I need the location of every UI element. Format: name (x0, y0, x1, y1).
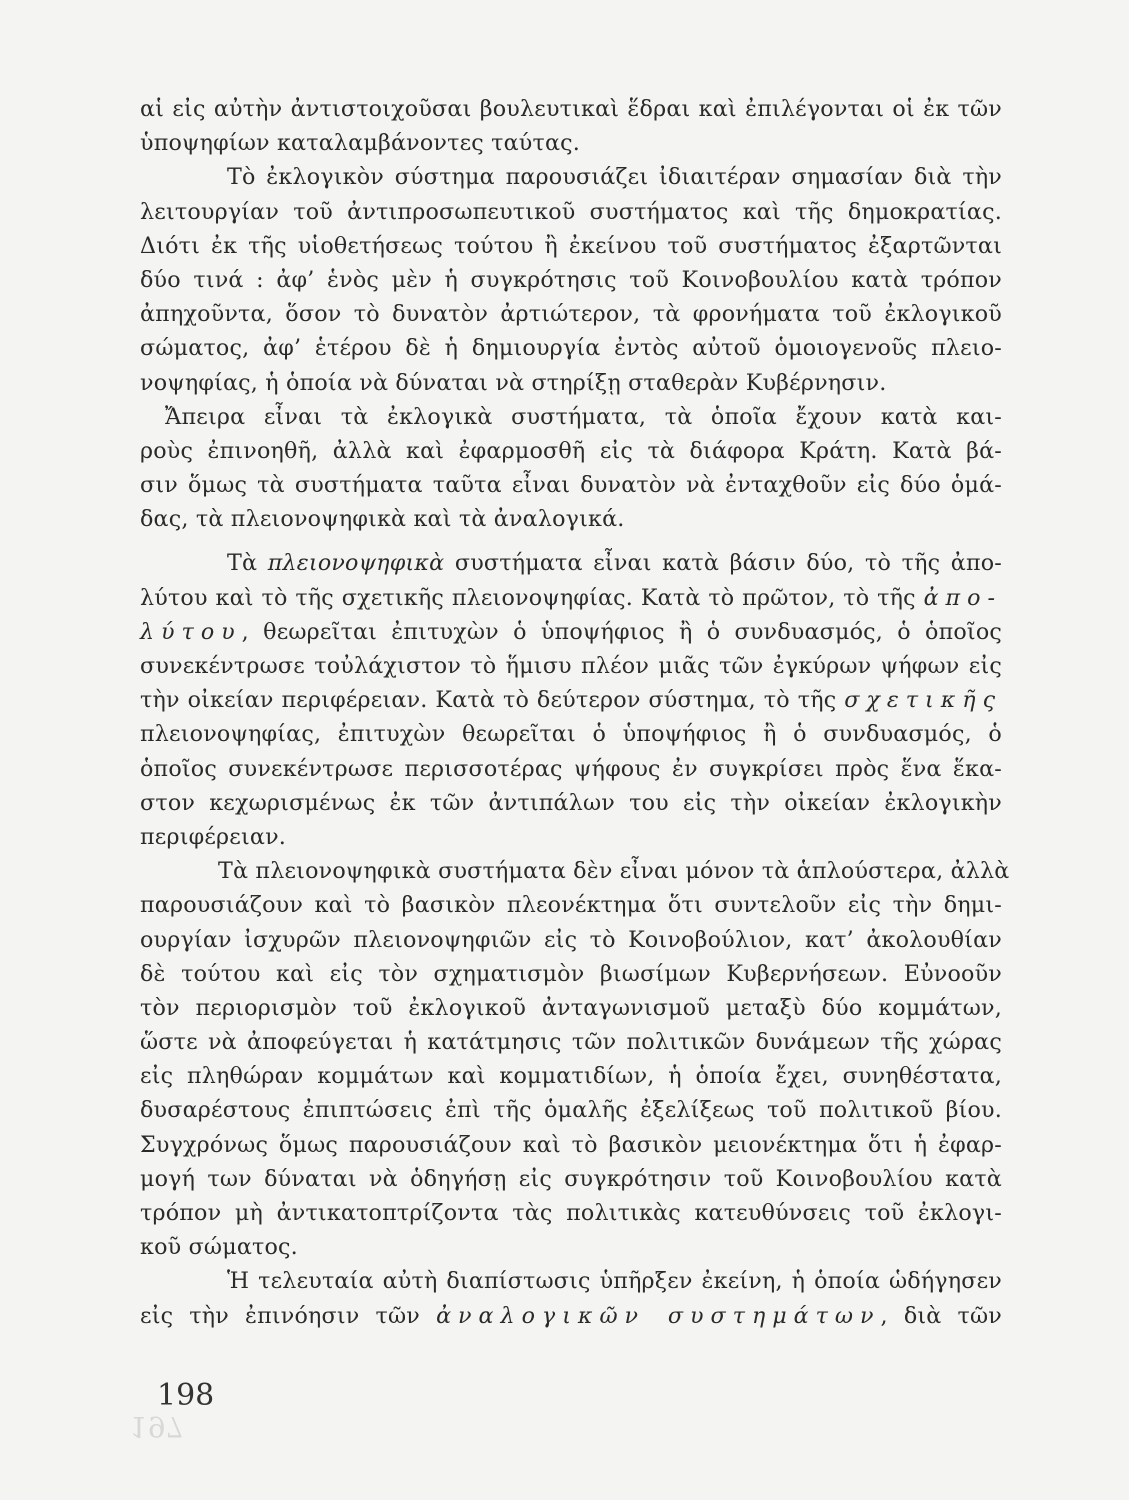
text-line: τρόπον μὴ ἀντικατοπτρίζοντα τὰς πολιτικὰς κατευθύνσεις τοῦ ἐκλογι- (140, 1200, 1002, 1226)
paragraph (140, 546, 1002, 854)
text-line: νοψηφίας, ἡ ὁποία νὰ δύναται νὰ στηρίξῃ σταθερὰν Κυβέρνησιν. (140, 369, 887, 396)
text-line: σιν ὅμως τὰ συστήματα ταῦτα εἶναι δυνατὸν νὰ ἐνταχθοῦν εἰς δύο ὁμά- (140, 472, 1002, 499)
paragraph (140, 1264, 1002, 1332)
text-line: λειτουργίαν τοῦ ἀντιπροσωπευτικοῦ συστήματος καὶ τῆς δημοκρατίας. (140, 198, 1002, 225)
text-run: εἰς τὴν ἐπινόησιν τῶν (140, 1302, 437, 1329)
text-line: ροὺς ἐπινοηθῆ, ἀλλὰ καὶ ἐφαρμοσθῆ εἰς τὰ διάφορα Κράτη. Κατὰ βά- (140, 437, 1002, 464)
text-line: δὲ τούτου καὶ εἰς τὸν σχηματισμὸν βιωσίμων Κυβερνήσεων. Εὐνοοῦν (140, 960, 1002, 987)
spaced-emphasis: ἀπο- (923, 584, 1002, 611)
text-line: ὑποψηφίων καταλαμβάνοντες ταύτας. (140, 130, 581, 157)
paragraph (140, 92, 1002, 160)
text-run: τὴν οἰκείαν περιφέρειαν. Κατὰ τὸ δεύτερον σύστημα, τὸ τῆς (140, 687, 845, 714)
emphasis-term: πλειονοψηφικὰ (267, 550, 445, 577)
text-line: δας, τὰ πλειονοψηφικὰ καὶ τὰ ἀναλογικά. (140, 506, 625, 533)
text-line: κοῦ σώματος. (140, 1234, 298, 1261)
text-line (140, 1299, 1002, 1333)
text-line: ουργίαν ἰσχυρῶν πλειονοψηφιῶν εἰς τὸ Κοινοβούλιον, κατ’ ἀκολουθίαν (140, 926, 1002, 953)
text-line: δύο τινά : ἀφ’ ἑνὸς μὲν ἡ συγκρότησις τοῦ Κοινοβουλίου κατὰ τρόπον (140, 266, 1002, 293)
text-run: συστήματα εἶναι κατὰ βάσιν δύο, τὸ τῆς ἀπο- (444, 550, 1002, 577)
text-line: Τὰ πλειονοψηφικὰ συστήματα δὲν εἶναι μόνον τὰ ἁπλούστερα, ἀλλὰ (218, 858, 1010, 885)
text-line: Ἄπειρα εἶναι τὰ ἐκλογικὰ συστήματα, τὰ ὁποῖα ἔχουν κατὰ και- (165, 403, 1002, 430)
text-line: μογή των δύναται νὰ ὁδηγήσῃ εἰς συγκρότησιν τοῦ Κοινοβουλίου κατὰ (140, 1165, 1002, 1192)
page-number: 198 (157, 1378, 215, 1413)
text-run: Τὰ (227, 550, 268, 577)
body-text (140, 92, 1010, 1333)
text-run: λύτου καὶ τὸ τῆς σχετικῆς πλειονοψηφίας. Κατὰ τὸ πρῶτον, τὸ τῆς (140, 584, 924, 611)
paragraph (140, 854, 1010, 1264)
text-line: Τὸ ἐκλογικὸν σύστημα παρουσιάζει ἰδιαιτέραν σημασίαν διὰ τὴν (227, 164, 1002, 191)
bleed-through-page-number: 197 (130, 1410, 184, 1443)
paragraph-gap (140, 536, 1002, 546)
text-line: Διότι ἐκ τῆς υἱοθετήσεως τούτου ἢ ἐκείνου τοῦ συστήματος ἐξαρτῶνται (140, 232, 1002, 259)
text-run: , θεωρεῖται ἐπιτυχὼν ὁ ὑποψήφιος ἢ ὁ συνδυασμός, ὁ ὁποῖος (241, 618, 1002, 645)
text-line: ἀπηχοῦντα, ὅσον τὸ δυνατὸν ἀρτιώτερον, τὰ φρονήματα τοῦ ἐκλογικοῦ (140, 301, 1002, 328)
text-line: Ἡ τελευταία αὐτὴ διαπίστωσις ὑπῆρξεν ἐκείνη, ἡ ὁποία ὡδήγησεν (227, 1268, 1002, 1295)
text-run: , διὰ τῶν (880, 1302, 1002, 1329)
text-line: τὸν περιορισμὸν τοῦ ἐκλογικοῦ ἀνταγωνισμοῦ μεταξὺ δύο κομμάτων, (140, 994, 1002, 1021)
paragraph (140, 160, 1002, 399)
text-line: Συγχρόνως ὅμως παρουσιάζουν καὶ τὸ βασικὸν μειονέκτημα ὅτι ἡ ἐφαρ- (140, 1131, 1002, 1158)
paragraph (140, 400, 1002, 537)
text-line: παρουσιάζουν καὶ τὸ βασικὸν πλεονέκτημα ὅτι συντελοῦν εἰς τὴν δημι- (140, 892, 1002, 919)
text-line (140, 683, 1002, 717)
text-line: πλειονοψηφίας, ἐπιτυχὼν θεωρεῖται ὁ ὑποψήφιος ἢ ὁ συνδυασμός, ὁ (140, 721, 1002, 748)
text-line: ὥστε νὰ ἀποφεύγεται ἡ κατάτμησις τῶν πολιτικῶν δυνάμεων τῆς χώρας (140, 1029, 1002, 1056)
spaced-emphasis: λύτου (140, 618, 242, 645)
text-line (140, 546, 1002, 580)
text-line: ὁποῖος συνεκέντρωσε περισσοτέρας ψήφους ἐν συγκρίσει πρὸς ἕνα ἕκα- (140, 755, 1002, 782)
spaced-emphasis: ἀναλογικῶν συστημάτων (436, 1302, 881, 1329)
text-line: συνεκέντρωσε τοὐλάχιστον τὸ ἥμισυ πλέον μιᾶς τῶν ἐγκύρων ψήφων εἰς (140, 653, 1002, 679)
text-line: σώματος, ἀφ’ ἑτέρου δὲ ἡ δημιουργία ἐντὸς αὐτοῦ ὁμοιογενοῦς πλειο- (140, 335, 1002, 362)
text-line (140, 615, 1002, 649)
text-line: στον κεχωρισμένως ἐκ τῶν ἀντιπάλων του εἰς τὴν οἰκείαν ἐκλογικὴν (140, 789, 1002, 816)
text-line: εἰς πληθώραν κομμάτων καὶ κομματιδίων, ἡ ὁποία ἔχει, συνηθέστατα, (140, 1063, 1002, 1090)
text-line: περιφέρειαν. (140, 823, 287, 850)
text-line: αἱ εἰς αὐτὴν ἀντιστοιχοῦσαι βουλευτικαὶ ἕδραι καὶ ἐπιλέγονται οἱ ἐκ τῶν (140, 96, 1002, 122)
spaced-emphasis: σχετικῆς (844, 687, 1002, 714)
text-line: δυσαρέστους ἐπιπτώσεις ἐπὶ τῆς ὁμαλῆς ἐξελίξεως τοῦ πολιτικοῦ βίου. (140, 1097, 1002, 1124)
text-line (140, 581, 1002, 615)
